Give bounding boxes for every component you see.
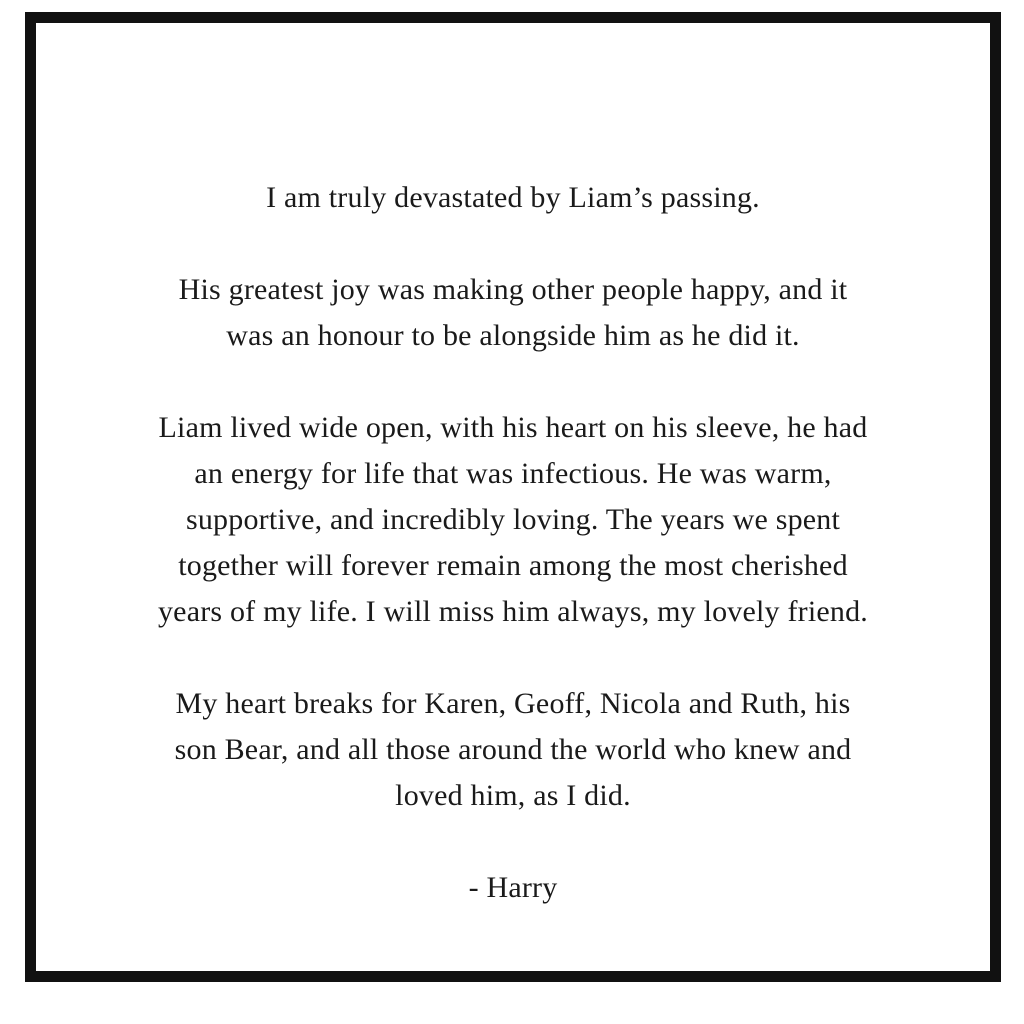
statement-line: supportive, and incredibly loving. The years we spent [185,503,841,536]
statement-line: an energy for life that was infectious. He was warm, [194,457,832,490]
signature: - Harry [468,871,558,904]
paragraph-condolences [36,681,990,819]
signature-paragraph [36,865,990,911]
statement-line: was an honour to be alongside him as he did it. [226,319,800,352]
statement-frame [25,12,1001,982]
statement-line: I am truly devastated by Liam’s passing. [266,181,760,214]
statement-line: together will forever remain among the most cherished [178,549,848,582]
statement-line: years of my life. I will miss him always, my lovely friend. [157,595,868,628]
statement-line: son Bear, and all those around the world who knew and [174,733,852,766]
paragraph-joy [36,267,990,359]
paragraph-opening [36,175,990,221]
paragraph-character [36,405,990,635]
statement-text [36,175,990,957]
statement-line: Liam lived wide open, with his heart on his sleeve, he had [158,411,868,444]
statement-line: My heart breaks for Karen, Geoff, Nicola and Ruth, his [175,687,851,720]
statement-line: loved him, as I did. [395,779,631,812]
statement-line: His greatest joy was making other people happy, and it [178,273,848,306]
